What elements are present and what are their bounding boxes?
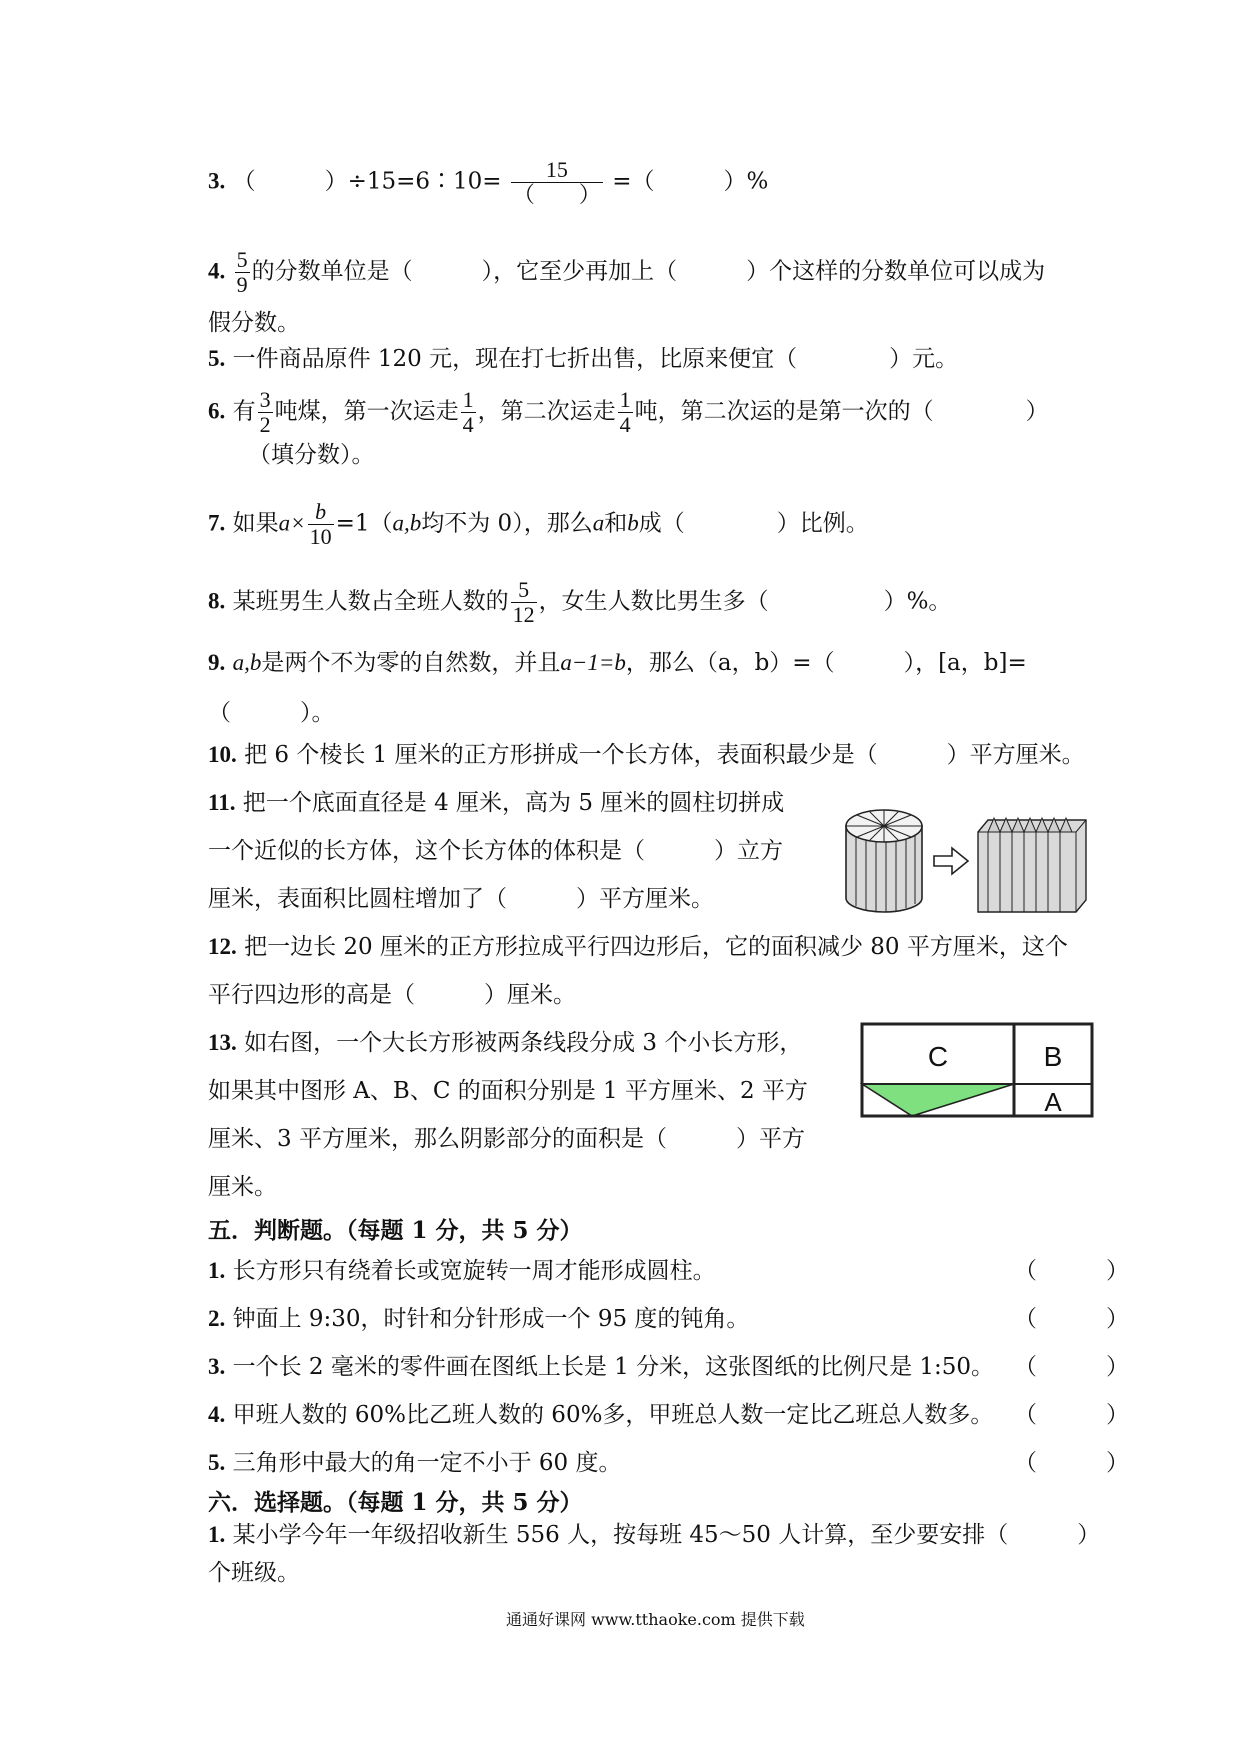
fraction: $\frac{1}{4}$ xyxy=(462,387,474,437)
answer-bracket[interactable]: （ ） xyxy=(1014,1258,1129,1284)
section-6-title: 六．选择题。（每题 1 分，共 5 分） xyxy=(208,1489,583,1516)
question-4-cont: 假分数。 xyxy=(208,310,300,336)
answer-bracket[interactable]: （ ） xyxy=(1014,1450,1129,1476)
question-13-line2: 如果其中图形 A、B、C 的面积分别是 1 平方厘米、2 平方 xyxy=(208,1078,808,1104)
question-4: 4. $\frac{5}{9}$ 的分数单位是（ ），它至少再加上（ ）个这样的分数单位可以成为 xyxy=(208,247,1046,297)
question-13-line4: 厘米。 xyxy=(208,1174,277,1200)
footer-credit: 通通好课网 www.tthaoke.com 提供下载 xyxy=(506,1610,805,1629)
fraction: $\frac{15}{( )}$ xyxy=(512,157,601,207)
question-9-cont: （ ）。 xyxy=(208,700,335,726)
question-6-cont: （填分数）。 xyxy=(248,442,375,468)
fraction: $\frac{b}{10}$ xyxy=(309,499,332,549)
question-8: 8. 某班男生人数占全班人数的 $\frac{5}{12}$ ，女生人数比男生多（ ）%。 xyxy=(208,577,952,627)
judgement-item: 2. 钟面上 9:30，时针和分针形成一个 95 度的钝角。 xyxy=(208,1306,750,1332)
choice-question-1-cont: 个班级。 xyxy=(208,1560,300,1586)
question-7: 7. 如果a× $\frac{b}{10}$ =1（a,b均不为 0），那么a和b成（ ）比例。 xyxy=(208,499,869,549)
judgement-item: 4. 甲班人数的 60%比乙班人数的 60%多，甲班总人数一定比乙班总人数多。 xyxy=(208,1402,994,1428)
fraction: $\frac{1}{4}$ xyxy=(619,387,631,437)
question-11: 11. 把一个底面直径是 4 厘米，高为 5 厘米的圆柱切拼成 xyxy=(208,790,785,816)
label-c: C xyxy=(927,1041,949,1072)
fraction: $\frac{5}{12}$ xyxy=(512,577,535,627)
fraction: $\frac{5}{9}$ xyxy=(236,247,248,297)
shaded-triangle xyxy=(862,1084,1014,1116)
question-13: 13. 如右图，一个大长方形被两条线段分成 3 个小长方形， xyxy=(208,1030,803,1056)
question-13-line3: 厘米、3 平方厘米，那么阴影部分的面积是（ ）平方 xyxy=(208,1126,805,1152)
judgement-item: 5. 三角形中最大的角一定不小于 60 度。 xyxy=(208,1450,622,1476)
judgement-item: 1. 长方形只有绕着长或宽旋转一周才能形成圆柱。 xyxy=(208,1258,716,1284)
question-5: 5. 一件商品原件 120 元，现在打七折出售，比原来便宜（ ）元。 xyxy=(208,346,959,372)
question-number: 4. xyxy=(208,258,226,284)
section-5-title: 五．判断题。（每题 1 分，共 5 分） xyxy=(208,1217,583,1244)
question-3: 3. （ ）÷15=6∶10= $\frac{15}{( )}$ =（ ）% xyxy=(208,157,769,207)
answer-bracket[interactable]: （ ） xyxy=(1014,1402,1129,1428)
question-9: 9. a,b是两个不为零的自然数，并且a−1=b，那么（a，b）=（ ），[a，b]= xyxy=(208,650,1027,676)
question-6: 6. 有 $\frac{3}{2}$ 吨煤，第一次运走 $\frac{1}{4}$ ，第二次运走 $\frac{1}{4}$ 吨，第二次运的是第一次的（ ） xyxy=(208,387,1049,437)
fraction: $\frac{3}{2}$ xyxy=(259,387,271,437)
judgement-item: 3. 一个长 2 毫米的零件画在图纸上长是 1 分米，这张图纸的比例尺是 1:50。 xyxy=(208,1354,995,1380)
label-a: A xyxy=(1044,1087,1062,1117)
answer-bracket[interactable]: （ ） xyxy=(1014,1354,1129,1380)
question-11-line2: 一个近似的长方体，这个长方体的体积是（ ）立方 xyxy=(208,838,783,864)
rectangle-abc-figure xyxy=(860,1022,1096,1120)
cylinder-to-cuboid-figure xyxy=(842,798,1092,916)
choice-question-1: 1. 某小学今年一年级招收新生 556 人，按每班 45～50 人计算，至少要安排（ ） xyxy=(208,1522,1101,1548)
question-11-line3: 厘米，表面积比圆柱增加了（ ）平方厘米。 xyxy=(208,886,714,912)
question-12-line2: 平行四边形的高是（ ）厘米。 xyxy=(208,982,576,1008)
question-10: 10. 把 6 个棱长 1 厘米的正方形拼成一个长方体，表面积最少是（ ）平方厘米。 xyxy=(208,742,1085,768)
answer-bracket[interactable]: （ ） xyxy=(1014,1306,1129,1332)
question-12: 12. 把一边长 20 厘米的正方形拉成平行四边形后，它的面积减少 80 平方厘米，这个 xyxy=(208,934,1068,960)
label-b: B xyxy=(1043,1041,1063,1072)
question-number: 3. xyxy=(208,168,226,194)
